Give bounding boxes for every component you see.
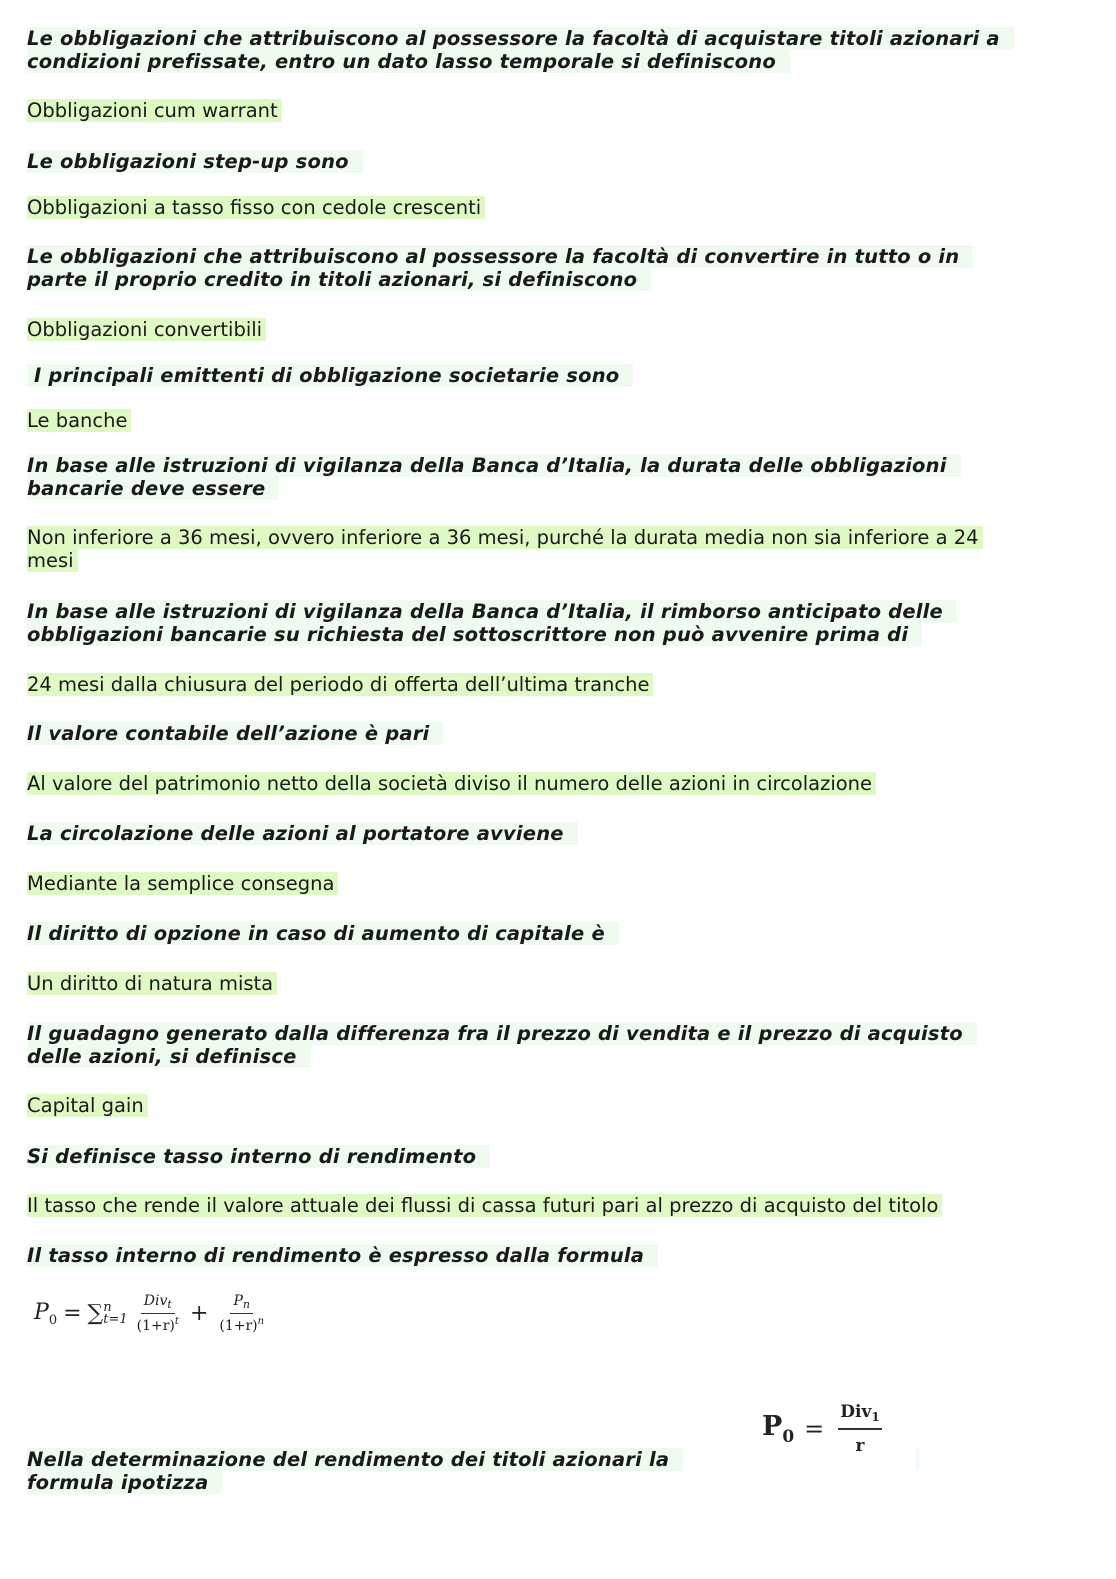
answer-10: Capital gain xyxy=(27,1094,1007,1117)
answer-2: Obbligazioni a tasso fisso con cedole crescenti xyxy=(27,196,1007,219)
fraction-price: $\frac{P_n}{(1+r)^n}$ xyxy=(219,1293,265,1334)
answer-8: Mediante la semplice consegna xyxy=(27,872,1007,895)
question-8: La circolazione delle azioni al portatore avviene xyxy=(27,822,1007,845)
question-1: Le obbligazioni che attribuiscono al possessore la facoltà di acquistare titoli azionari a condizioni prefissate, entro un dato lasso temporale si definiscono xyxy=(27,27,1007,73)
highlight-mark xyxy=(916,1448,919,1470)
fraction-dividend: $\frac{Div_t}{(1+r)^t}$ xyxy=(136,1293,179,1334)
question-5: In base alle istruzioni di vigilanza della Banca d’Italia, la durata delle obbligazioni bancarie deve essere xyxy=(27,454,1007,500)
dividend-formula: $P_0$ = $\frac{Div_1}{r}$ xyxy=(762,1402,880,1456)
answer-9: Un diritto di natura mista xyxy=(27,972,1007,995)
answer-11: Il tasso che rende il valore attuale dei flussi di cassa futuri pari al prezzo di acquisto del titolo xyxy=(27,1194,1007,1217)
question-12: Il tasso interno di rendimento è espresso dalla formula xyxy=(27,1244,1007,1267)
question-13: Nella determinazione del rendimento dei titoli azionari la formula ipotizza xyxy=(27,1448,762,1494)
question-10: Il guadagno generato dalla differenza fra il prezzo di vendita e il prezzo di acquisto delle azioni, si definisce xyxy=(27,1022,1007,1068)
question-3: Le obbligazioni che attribuiscono al possessore la facoltà di convertire in tutto o in parte il proprio credito in titoli azionari, si definiscono xyxy=(27,245,1007,291)
answer-3: Obbligazioni convertibili xyxy=(27,318,1007,341)
question-4: I principali emittenti di obbligazione societarie sono xyxy=(27,364,1007,387)
answer-7: Al valore del patrimonio netto della società diviso il numero delle azioni in circolazione xyxy=(27,772,1007,795)
fraction-div-over-r: $\frac{Div_1}{r}$ xyxy=(840,1402,880,1456)
question-7: Il valore contabile dell’azione è pari xyxy=(27,722,1007,745)
answer-1: Obbligazioni cum warrant xyxy=(27,99,1007,122)
irr-formula: $P_0$ = ∑ n t=1 $\frac{Div_t}{(1+r)^t}$ + $\frac{P_n}{(1+r)^n}$ xyxy=(34,1293,271,1334)
answer-4: Le banche xyxy=(27,409,1007,432)
question-9: Il diritto di opzione in caso di aumento di capitale è xyxy=(27,922,1007,945)
question-11: Si definisce tasso interno di rendimento xyxy=(27,1145,1007,1168)
answer-6: 24 mesi dalla chiusura del periodo di offerta dell’ultima tranche xyxy=(27,673,1007,696)
answer-5: Non inferiore a 36 mesi, ovvero inferiore a 36 mesi, purché la durata media non sia inferiore a 24 mesi xyxy=(27,526,1007,572)
question-2: Le obbligazioni step-up sono xyxy=(27,150,1007,173)
question-6: In base alle istruzioni di vigilanza della Banca d’Italia, il rimborso anticipato delle obbligazioni bancarie su richiesta del sottoscrittore non può avvenire prima di xyxy=(27,600,1007,646)
